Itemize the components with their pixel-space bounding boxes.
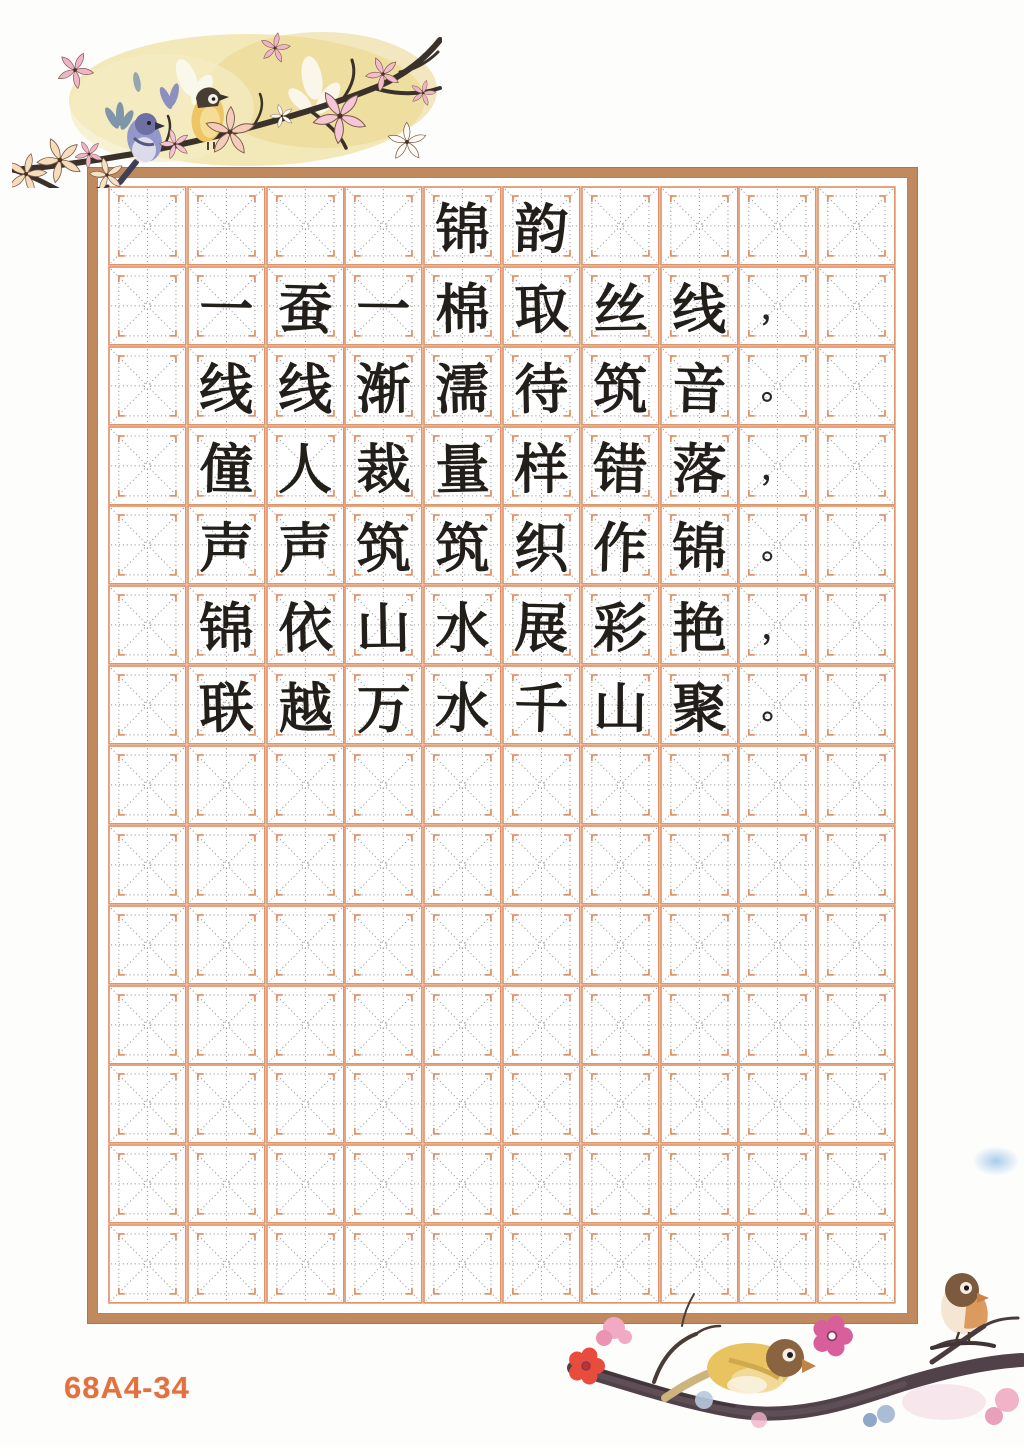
grid-cell: [108, 346, 187, 426]
handwritten-character: 锦: [435, 198, 490, 262]
branch-birds-painting-bottom: [554, 1230, 1024, 1442]
grid-cell: [108, 1064, 187, 1144]
grid-cell: [423, 426, 502, 506]
handwritten-character: [738, 985, 817, 1065]
grid-cell: [344, 745, 423, 825]
handwritten-character: 水: [435, 597, 490, 661]
handwritten-character: [344, 985, 423, 1065]
handwritten-character: [817, 985, 896, 1065]
handwritten-character: [187, 1064, 266, 1144]
handwritten-character: [108, 426, 187, 506]
handwritten-character: [502, 1144, 581, 1224]
handwritten-character: 山: [593, 677, 648, 741]
handwritten-character: 越: [277, 676, 333, 742]
grid-cell: [187, 585, 266, 665]
grid-cell: [738, 266, 817, 346]
grid-cell: [266, 266, 345, 346]
handwritten-character: [187, 745, 266, 825]
grid-cell: [187, 665, 266, 745]
grid-cell: [738, 1064, 817, 1144]
handwritten-character: [660, 745, 739, 825]
handwritten-character: [187, 825, 266, 905]
handwritten-character: 。: [761, 528, 795, 567]
grid-cell: [660, 505, 739, 585]
handwritten-character: 联: [198, 676, 255, 742]
grid-cell: [266, 426, 345, 506]
handwritten-character: [581, 745, 660, 825]
watercolor-wash: [69, 32, 437, 166]
grid-cell: [581, 985, 660, 1065]
handwritten-character: 濡: [434, 357, 491, 422]
grid-cell: [423, 346, 502, 426]
grid-cell: [344, 985, 423, 1065]
grid-cell: [581, 346, 660, 426]
grid-cell: [502, 505, 581, 585]
grid-cell: [502, 426, 581, 506]
grid-cell: [108, 266, 187, 346]
grid-cell: [581, 825, 660, 905]
handwritten-character: [817, 745, 896, 825]
handwritten-character: [108, 1144, 187, 1224]
grid-cell: [266, 1064, 345, 1144]
handwritten-character: 织: [513, 517, 569, 582]
grid-cell: [344, 1224, 423, 1304]
grid-cell: [817, 985, 896, 1065]
grid-cell: [187, 426, 266, 506]
handwritten-character: [344, 905, 423, 985]
grid-cell: [108, 825, 187, 905]
grid-cell: [502, 665, 581, 745]
handwritten-character: [108, 745, 187, 825]
grid-cell: [108, 585, 187, 665]
grid-cell: [660, 665, 739, 745]
handwritten-character: 一: [198, 277, 254, 342]
grid-cell: [502, 905, 581, 985]
grid-cell: [266, 505, 345, 585]
grid-cell: [817, 585, 896, 665]
grid-cell: [187, 505, 266, 585]
handwritten-character: [423, 1064, 502, 1144]
grid-cell: [187, 825, 266, 905]
handwritten-character: [344, 825, 423, 905]
handwritten-character: [108, 665, 187, 745]
grid-cell: [738, 426, 817, 506]
handwritten-character: [738, 825, 817, 905]
grid-cell: [817, 266, 896, 346]
grid-cell: [817, 825, 896, 905]
handwritten-character: 锦: [198, 597, 254, 662]
grid-cell: [660, 266, 739, 346]
handwritten-character: [660, 985, 739, 1065]
handwritten-character: [187, 905, 266, 985]
grid-cell: [738, 665, 817, 745]
grid-cell: [423, 1064, 502, 1144]
handwritten-character: [344, 1064, 423, 1144]
grid-cell: [817, 426, 896, 506]
grid-cell: [423, 266, 502, 346]
grid-cell: [738, 186, 817, 266]
handwritten-character: [817, 585, 896, 665]
handwritten-character: 棉: [435, 277, 491, 342]
handwritten-character: [581, 985, 660, 1065]
handwritten-character: [817, 1144, 896, 1224]
handwritten-character: 韵: [513, 197, 570, 263]
grid-cell: [344, 266, 423, 346]
handwritten-character: 。: [761, 368, 795, 407]
handwritten-character: [817, 266, 896, 346]
grid-cell: [266, 1224, 345, 1304]
handwritten-character: [344, 186, 423, 266]
grid-cell: [660, 825, 739, 905]
handwritten-character: [581, 186, 660, 266]
grid-cell: [660, 585, 739, 665]
grid-cell: [502, 266, 581, 346]
handwritten-character: 蚕: [277, 277, 333, 343]
handwritten-character: [660, 1064, 739, 1144]
grid-cell: [502, 745, 581, 825]
grid-cell: [502, 585, 581, 665]
grid-cell: [738, 505, 817, 585]
handwritten-character: [738, 1064, 817, 1144]
grid-cell: [817, 745, 896, 825]
handwritten-character: [423, 745, 502, 825]
grid-cell: [502, 346, 581, 426]
handwritten-character: [108, 346, 187, 426]
grid-cell: [187, 905, 266, 985]
handwritten-character: 千: [513, 676, 570, 742]
grid-cell: [344, 1144, 423, 1224]
grid-cell: [817, 505, 896, 585]
grid-cell: [187, 266, 266, 346]
grid-cell: [344, 905, 423, 985]
handwritten-character: 水: [434, 676, 491, 742]
grid-cell: [581, 585, 660, 665]
handwritten-character: [738, 1144, 817, 1224]
grid-cell: [660, 1064, 739, 1144]
handwritten-character: 僮: [198, 437, 254, 502]
handwritten-character: [108, 505, 187, 585]
handwritten-character: 线: [198, 357, 254, 422]
grid-cell: [187, 186, 266, 266]
handwritten-character: [108, 985, 187, 1065]
grid-cell: [423, 825, 502, 905]
handwritten-character: [108, 1064, 187, 1144]
handwritten-character: [266, 1224, 345, 1304]
grid-cell: [581, 266, 660, 346]
handwritten-character: [266, 825, 345, 905]
grid-cell: [502, 825, 581, 905]
handwritten-character: 筑: [593, 358, 648, 422]
handwritten-character: [738, 905, 817, 985]
handwritten-character: 渐: [356, 357, 412, 422]
grid-cell: [817, 1064, 896, 1144]
grid-cell: [108, 1144, 187, 1224]
handwritten-character: [108, 266, 187, 346]
grid-cell: [660, 745, 739, 825]
grid-cell: [423, 186, 502, 266]
handwritten-character: [738, 186, 817, 266]
grid-cell: [266, 985, 345, 1065]
handwritten-character: [266, 745, 345, 825]
handwritten-character: 筑: [435, 517, 490, 582]
handwritten-character: [817, 346, 896, 426]
grid-cell: [738, 985, 817, 1065]
round-blossom-flower: [813, 1316, 852, 1357]
handwritten-character: 量: [434, 437, 491, 502]
handwritten-character: [817, 825, 896, 905]
brown-bird-illustration-right: [932, 1273, 994, 1348]
grid-cell: [187, 1064, 266, 1144]
grid-cell: [581, 1064, 660, 1144]
grid-cell: [266, 665, 345, 745]
handwritten-character: [187, 1224, 266, 1304]
handwritten-character: 线: [671, 277, 727, 342]
grid-cell: [344, 665, 423, 745]
handwritten-character: [817, 665, 896, 745]
handwritten-character: [108, 905, 187, 985]
pink-wash: [902, 1384, 986, 1420]
grid-cell: [581, 905, 660, 985]
grid-cell: [108, 505, 187, 585]
grid-cell: [738, 346, 817, 426]
grid-cell: [502, 985, 581, 1065]
handwritten-character: [817, 505, 896, 585]
grid-cell: [344, 505, 423, 585]
handwritten-character: ，: [761, 448, 794, 487]
handwritten-character: 裁: [356, 437, 412, 502]
handwritten-character: [423, 905, 502, 985]
grid-cell: [266, 1144, 345, 1224]
handwritten-character: [423, 1224, 502, 1304]
handwritten-character: [108, 1224, 187, 1304]
handwritten-character: 依: [277, 596, 333, 662]
grid-cell: [423, 1144, 502, 1224]
handwritten-character: [817, 426, 896, 506]
grid-cell: [581, 426, 660, 506]
handwritten-character: 人: [277, 437, 332, 501]
grid-cell: [344, 186, 423, 266]
grid-cell: [423, 985, 502, 1065]
grid-cell: [108, 186, 187, 266]
handwritten-character: [581, 905, 660, 985]
grid-cell: [423, 505, 502, 585]
practice-grid: [108, 186, 896, 1304]
grid-cell: [344, 426, 423, 506]
handwritten-character: [187, 186, 266, 266]
grid-cell: [187, 745, 266, 825]
handwritten-character: [187, 1144, 266, 1224]
grid-cell: [817, 186, 896, 266]
handwritten-character: [817, 1064, 896, 1144]
handwritten-character: 作: [592, 517, 648, 582]
grid-cell: [108, 905, 187, 985]
grid-cell: [817, 346, 896, 426]
handwritten-character: 山: [356, 597, 412, 662]
grid-cell: [502, 1064, 581, 1144]
handwritten-character: [502, 1064, 581, 1144]
grid-cell: [581, 1144, 660, 1224]
grid-cell: [423, 665, 502, 745]
grid-cell: [738, 905, 817, 985]
handwritten-character: 丝: [592, 277, 648, 342]
handwritten-character: [344, 745, 423, 825]
sheet-code-label: 68A4-34: [64, 1370, 190, 1405]
grid-cell: [423, 905, 502, 985]
handwritten-character: [738, 745, 817, 825]
handwritten-character: [660, 1144, 739, 1224]
handwritten-character: [817, 186, 896, 266]
handwritten-character: 待: [513, 357, 570, 422]
handwritten-character: [266, 985, 345, 1065]
grid-cell: [817, 1144, 896, 1224]
blue-watercolor-spot: [972, 1146, 1020, 1176]
handwritten-character: [423, 825, 502, 905]
handwritten-character: 音: [671, 357, 727, 422]
yellow-bird-illustration-bottom: [665, 1339, 816, 1398]
handwritten-character: [423, 985, 502, 1065]
handwritten-character: 聚: [671, 677, 727, 742]
grid-cell: [266, 346, 345, 426]
handwritten-character: 落: [671, 437, 727, 502]
grid-cell: [266, 745, 345, 825]
grid-cell: [266, 825, 345, 905]
handwritten-character: [266, 1064, 345, 1144]
grid-cell: [581, 505, 660, 585]
grid-cell: [660, 985, 739, 1065]
grid-cell: [187, 985, 266, 1065]
grid-cell: [344, 1064, 423, 1144]
grid-cell: [266, 905, 345, 985]
handwritten-character: [266, 1144, 345, 1224]
handwritten-character: 声: [198, 517, 254, 582]
grid-cell: [344, 346, 423, 426]
grid-cell: [660, 905, 739, 985]
handwritten-character: [581, 825, 660, 905]
grid-cell: [108, 985, 187, 1065]
grid-cell: [266, 585, 345, 665]
handwritten-character: 锦: [671, 517, 727, 582]
handwritten-character: [502, 745, 581, 825]
handwritten-character: [108, 186, 187, 266]
handwritten-character: [502, 825, 581, 905]
handwritten-character: 。: [761, 687, 795, 727]
handwritten-character: 取: [513, 277, 570, 343]
grid-cell: [187, 1224, 266, 1304]
grid-cell: [738, 1144, 817, 1224]
grid-cell: [423, 1224, 502, 1304]
grid-cell: [344, 585, 423, 665]
handwritten-character: [660, 825, 739, 905]
grid-cell: [108, 426, 187, 506]
handwritten-character: [817, 905, 896, 985]
handwritten-character: 展: [513, 597, 570, 662]
grid-cell: [108, 1224, 187, 1304]
handwritten-character: [187, 985, 266, 1065]
handwritten-character: [108, 825, 187, 905]
handwritten-character: 艳: [671, 597, 727, 661]
handwritten-character: 样: [514, 437, 569, 502]
grid-cell: [423, 585, 502, 665]
grid-cell: [817, 665, 896, 745]
grid-cell: [738, 585, 817, 665]
handwritten-character: [660, 186, 739, 266]
handwritten-character: [344, 1144, 423, 1224]
grid-cell: [581, 745, 660, 825]
grid-cell: [187, 346, 266, 426]
handwritten-character: 错: [592, 437, 648, 502]
grid-cell: [660, 346, 739, 426]
handwritten-character: [581, 1144, 660, 1224]
grid-cell: [581, 665, 660, 745]
handwritten-character: 一: [356, 277, 412, 342]
handwritten-character: [344, 1224, 423, 1304]
handwritten-character: 筑: [356, 517, 412, 582]
grid-cell: [660, 186, 739, 266]
handwritten-character: 彩: [592, 597, 648, 662]
handwritten-character: 声: [277, 517, 333, 582]
grid-cell: [502, 186, 581, 266]
handwritten-character: [502, 905, 581, 985]
grid-cell: [502, 1144, 581, 1224]
handwritten-character: [266, 186, 345, 266]
handwritten-character: [581, 1064, 660, 1144]
grid-cell: [187, 1144, 266, 1224]
grid-cell: [660, 1144, 739, 1224]
handwritten-character: 线: [277, 357, 333, 422]
grid-cell: [581, 186, 660, 266]
grid-cell: [738, 825, 817, 905]
handwritten-character: [266, 905, 345, 985]
grid-cell: [738, 745, 817, 825]
grid-cell: [423, 745, 502, 825]
grid-cell: [108, 665, 187, 745]
grid-cell: [108, 745, 187, 825]
grid-cell: [660, 426, 739, 506]
handwritten-character: [423, 1144, 502, 1224]
handwritten-character: ，: [761, 288, 795, 328]
handwritten-character: 万: [356, 677, 411, 741]
blossom-branch-painting-top: [12, 20, 442, 188]
grid-cell: [266, 186, 345, 266]
grid-cell: [344, 825, 423, 905]
handwritten-character: ，: [761, 607, 795, 647]
handwritten-character: [660, 905, 739, 985]
handwritten-character: [502, 985, 581, 1065]
grid-cell: [817, 905, 896, 985]
handwritten-character: [108, 585, 187, 665]
